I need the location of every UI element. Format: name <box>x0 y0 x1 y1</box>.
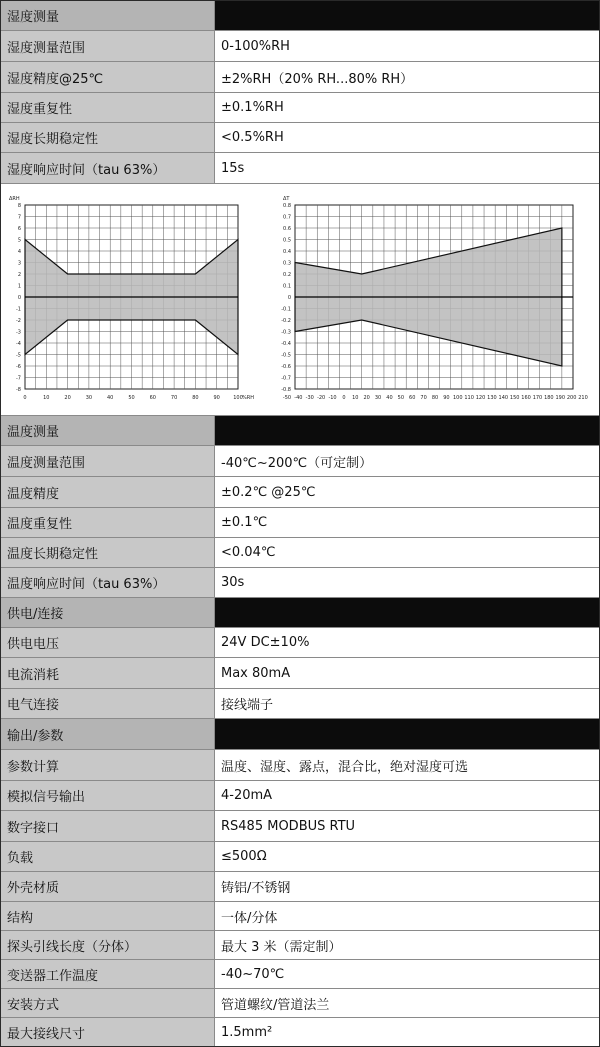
spec-label: 供电电压 <box>1 628 215 657</box>
y-tick-label: 1 <box>17 283 21 290</box>
spec-label: 模拟信号输出 <box>1 781 215 810</box>
spec-label: 参数计算 <box>1 750 215 780</box>
y-tick-label: 6 <box>17 226 21 232</box>
y-axis-label: ΔRH <box>9 196 20 202</box>
y-tick-label: -0.3 <box>281 329 291 336</box>
spec-value: -40~70℃ <box>215 960 599 988</box>
x-tick-label: -10 <box>328 395 337 401</box>
spec-row <box>1 31 599 62</box>
spec-value: 管道螺纹/管道法兰 <box>215 989 599 1017</box>
x-tick-label: 60 <box>149 395 156 401</box>
x-tick-label: -40 <box>294 395 303 401</box>
y-tick-label: -4 <box>16 341 21 347</box>
x-tick-label: -30 <box>305 395 314 401</box>
spec-label: 温度响应时间（tau 63%） <box>1 568 215 597</box>
x-tick-label: 60 <box>409 395 416 401</box>
x-tick-label: 170 <box>532 395 543 401</box>
power-section-header <box>1 598 599 628</box>
spec-row <box>1 568 599 598</box>
spec-value: 铸铝/不锈钢 <box>215 872 599 901</box>
spec-label: 外壳材质 <box>1 872 215 901</box>
spec-row <box>1 62 599 93</box>
output-section-title: 输出/参数 <box>1 719 215 749</box>
spec-value: ±2%RH（20% RH...80% RH） <box>215 62 599 92</box>
x-tick-label: 160 <box>521 395 531 401</box>
y-tick-label: 7 <box>17 214 21 221</box>
y-tick-label: 8 <box>17 203 21 209</box>
y-tick-label: -0.1 <box>281 306 291 313</box>
temperature-section-header <box>1 416 599 446</box>
x-tick-label: 100 <box>452 395 463 401</box>
spec-row <box>1 842 599 872</box>
spec-label: 探头引线长度（分体） <box>1 931 215 959</box>
x-tick-label: 50 <box>128 395 135 401</box>
spec-row <box>1 750 599 781</box>
spec-label: 电气连接 <box>1 689 215 718</box>
y-tick-label: 0.6 <box>283 226 291 232</box>
spec-row <box>1 1018 599 1046</box>
spec-value: 24V DC±10% <box>215 628 599 657</box>
x-tick-label: 10 <box>352 395 359 401</box>
y-tick-label: -0.7 <box>281 375 291 382</box>
spec-row <box>1 628 599 658</box>
y-tick-label: 5 <box>17 237 21 244</box>
y-tick-label: 0.8 <box>283 203 291 209</box>
spec-label: 温度精度 <box>1 477 215 507</box>
x-tick-label: 30 <box>85 395 93 401</box>
spec-label: 温度重复性 <box>1 508 215 537</box>
x-tick-label: 100 <box>233 395 243 401</box>
y-tick-label: -5 <box>16 352 21 359</box>
spec-value: <0.04℃ <box>215 538 599 567</box>
x-tick-label: 20 <box>363 395 370 401</box>
spec-value: 接线端子 <box>215 689 599 718</box>
x-tick-label: 120 <box>475 395 486 401</box>
humidity-section-title: 湿度测量 <box>1 1 215 30</box>
y-tick-label: -0.6 <box>281 364 291 370</box>
spec-label: 结构 <box>1 902 215 930</box>
spec-row <box>1 960 599 989</box>
spec-value: 15s <box>215 153 599 183</box>
spec-row <box>1 93 599 123</box>
spec-label: 数字接口 <box>1 811 215 841</box>
x-axis-label: %RH <box>242 395 254 401</box>
y-tick-label: 0.5 <box>283 237 291 244</box>
x-tick-label: 210 <box>578 395 588 401</box>
y-tick-label: -0.2 <box>281 318 291 324</box>
x-tick-label: 70 <box>170 395 178 401</box>
y-tick-label: 0.4 <box>283 249 291 255</box>
y-tick-label: -0.8 <box>281 387 291 393</box>
spec-row <box>1 931 599 960</box>
y-tick-label: 2 <box>17 272 21 278</box>
spec-row <box>1 902 599 931</box>
x-tick-label: 20 <box>64 395 71 401</box>
y-tick-label: -0.5 <box>281 352 291 359</box>
spec-value: -40℃~200℃（可定制） <box>215 446 599 476</box>
x-tick-label: -50 <box>282 395 292 401</box>
y-tick-label: 0.1 <box>283 283 291 290</box>
x-tick-label: 10 <box>43 395 50 401</box>
x-tick-label: 190 <box>555 395 566 401</box>
y-tick-label: 0.7 <box>283 214 291 221</box>
spec-label: 湿度测量范围 <box>1 31 215 61</box>
spec-value: ±0.1℃ <box>215 508 599 537</box>
y-tick-label: -8 <box>16 387 21 393</box>
x-tick-label: 200 <box>566 395 577 401</box>
humidity-section-header <box>1 1 599 31</box>
y-tick-label: -6 <box>16 364 21 370</box>
spec-row <box>1 811 599 842</box>
spec-label: 电流消耗 <box>1 658 215 688</box>
humidity-accuracy-chart <box>1 184 259 416</box>
x-tick-label: 30 <box>374 395 382 401</box>
spec-value: <0.5%RH <box>215 123 599 152</box>
y-tick-label: 0 <box>17 295 21 301</box>
spec-row <box>1 989 599 1018</box>
spec-label: 湿度响应时间（tau 63%） <box>1 153 215 183</box>
spec-label: 温度测量范围 <box>1 446 215 476</box>
x-tick-label: 90 <box>213 395 220 401</box>
spec-row <box>1 538 599 568</box>
x-tick-label: 0 <box>23 395 27 401</box>
spec-row <box>1 446 599 477</box>
spec-row <box>1 123 599 153</box>
spec-value: 最大 3 米（需定制） <box>215 931 599 959</box>
spec-row <box>1 872 599 902</box>
spec-value: 4-20mA <box>215 781 599 810</box>
x-tick-label: 40 <box>386 395 393 401</box>
x-tick-label: -20 <box>317 395 326 401</box>
x-tick-label: 40 <box>107 395 114 401</box>
spec-value: 温度、湿度、露点，混合比，绝对湿度可选 <box>215 750 599 780</box>
spec-value: RS485 MODBUS RTU <box>215 811 599 841</box>
temperature-accuracy-chart <box>283 184 593 416</box>
spec-label: 负载 <box>1 842 215 871</box>
y-tick-label: -2 <box>16 318 21 324</box>
spec-label: 变送器工作温度 <box>1 960 215 988</box>
accuracy-charts <box>1 184 599 416</box>
spec-row <box>1 781 599 811</box>
x-tick-label: 110 <box>464 395 474 401</box>
power-section-title: 供电/连接 <box>1 598 215 627</box>
spec-row <box>1 477 599 508</box>
y-tick-label: 4 <box>17 249 21 255</box>
y-tick-label: -3 <box>16 329 21 336</box>
temperature-section-title: 温度测量 <box>1 416 215 445</box>
spec-label: 最大接线尺寸 <box>1 1018 215 1046</box>
x-tick-label: 50 <box>397 395 405 401</box>
spec-label: 湿度精度@25℃ <box>1 62 215 92</box>
y-tick-label: 3 <box>17 260 21 267</box>
y-tick-label: 0.3 <box>283 260 291 267</box>
spec-value: ≤500Ω <box>215 842 599 871</box>
spec-label: 温度长期稳定性 <box>1 538 215 567</box>
spec-value: 30s <box>215 568 599 597</box>
x-tick-label: 180 <box>544 395 554 401</box>
spec-row <box>1 508 599 538</box>
y-tick-label: -7 <box>16 375 21 382</box>
spec-value: 一体/分体 <box>215 902 599 930</box>
y-tick-label: 0.2 <box>283 272 291 278</box>
spec-label: 湿度长期稳定性 <box>1 123 215 152</box>
y-tick-label: -0.4 <box>281 341 291 347</box>
spec-value: ±0.2℃ @25℃ <box>215 477 599 507</box>
spec-value: 0-100%RH <box>215 31 599 61</box>
y-tick-label: 0 <box>287 295 291 301</box>
spec-label: 安装方式 <box>1 989 215 1017</box>
x-tick-label: 140 <box>498 395 509 401</box>
spec-label: 湿度重复性 <box>1 93 215 122</box>
spec-row <box>1 689 599 719</box>
spec-value: ±0.1%RH <box>215 93 599 122</box>
y-tick-label: -1 <box>16 306 21 313</box>
x-tick-label: 0 <box>342 395 346 401</box>
x-tick-label: 150 <box>509 395 520 401</box>
output-section-header <box>1 719 599 750</box>
spec-row <box>1 153 599 184</box>
x-tick-label: 80 <box>192 395 199 401</box>
spec-value: 1.5mm² <box>215 1018 599 1046</box>
x-tick-label: 130 <box>487 395 497 401</box>
spec-value: Max 80mA <box>215 658 599 688</box>
spec-row <box>1 658 599 689</box>
y-axis-label: ΔT <box>283 196 290 202</box>
x-tick-label: 70 <box>420 395 427 401</box>
x-tick-label: 90 <box>443 395 450 401</box>
x-tick-label: 80 <box>431 395 439 401</box>
